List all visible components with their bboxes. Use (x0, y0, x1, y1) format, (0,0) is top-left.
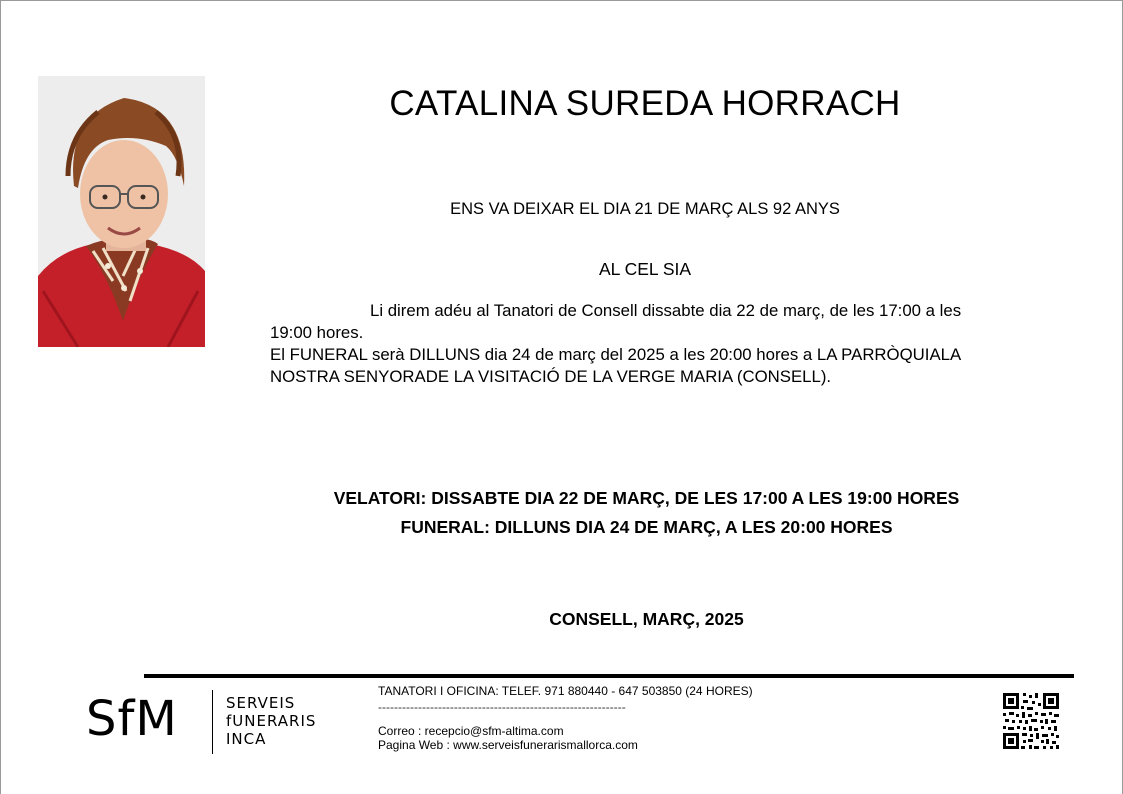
announcement-text (270, 300, 1070, 388)
passing-line: ENS VA DEIXAR EL DIA 21 DE MARÇ ALS 92 ANYS (450, 200, 840, 218)
contact-info (378, 684, 753, 752)
velatori-schedule: VELATORI: DISSABTE DIA 22 DE MARÇ, DE LES 17:00 A LES 19:00 HORES (333, 488, 960, 508)
announcement-line-2: 19:00 hores. (270, 323, 364, 342)
logo-line-1: SERVEIS (226, 694, 296, 712)
contact-email[interactable]: Correo : recepcio@sfm-altima.com (378, 724, 564, 738)
deceased-name: CATALINA SUREDA HORRACH (389, 84, 901, 123)
announcement-line-4: NOSTRA SENYORADE LA VISITACIÓ DE LA VERGE MARIA (CONSELL). (270, 367, 832, 386)
logo-mark: SfM (86, 691, 178, 747)
announcement-line-1: Li direm adéu al Tanatori de Consell dissabte dia 22 de març, de les 17:00 a les (370, 301, 962, 320)
qr-code-icon (1003, 693, 1059, 749)
logo-line-2: fUNERARIS (226, 712, 317, 730)
logo-separator (212, 690, 213, 754)
announcement-line-3: El FUNERAL serà DILLUNS dia 24 de març del 2025 a les 20:00 hores a LA PARRÒQUIALA (270, 345, 962, 364)
blessing: AL CEL SIA (598, 259, 692, 279)
place-date: CONSELL, MARÇ, 2025 (549, 609, 744, 629)
contact-web[interactable]: Pagina Web : www.serveisfunerarismallorca.com (378, 738, 638, 752)
funeral-schedule: FUNERAL: DILLUNS DIA 24 DE MARÇ, A LES 20:00 HORES (400, 517, 893, 537)
contact-phones: TANATORI I OFICINA: TELEF. 971 880440 - 647 503850 (24 HORES) (378, 684, 753, 698)
footer-divider (144, 674, 1074, 678)
contact-separator: -------------------------------------------------------------- (378, 700, 626, 714)
portrait-photo (38, 76, 205, 347)
logo-text (226, 694, 316, 748)
logo-line-3: INCA (226, 730, 267, 748)
